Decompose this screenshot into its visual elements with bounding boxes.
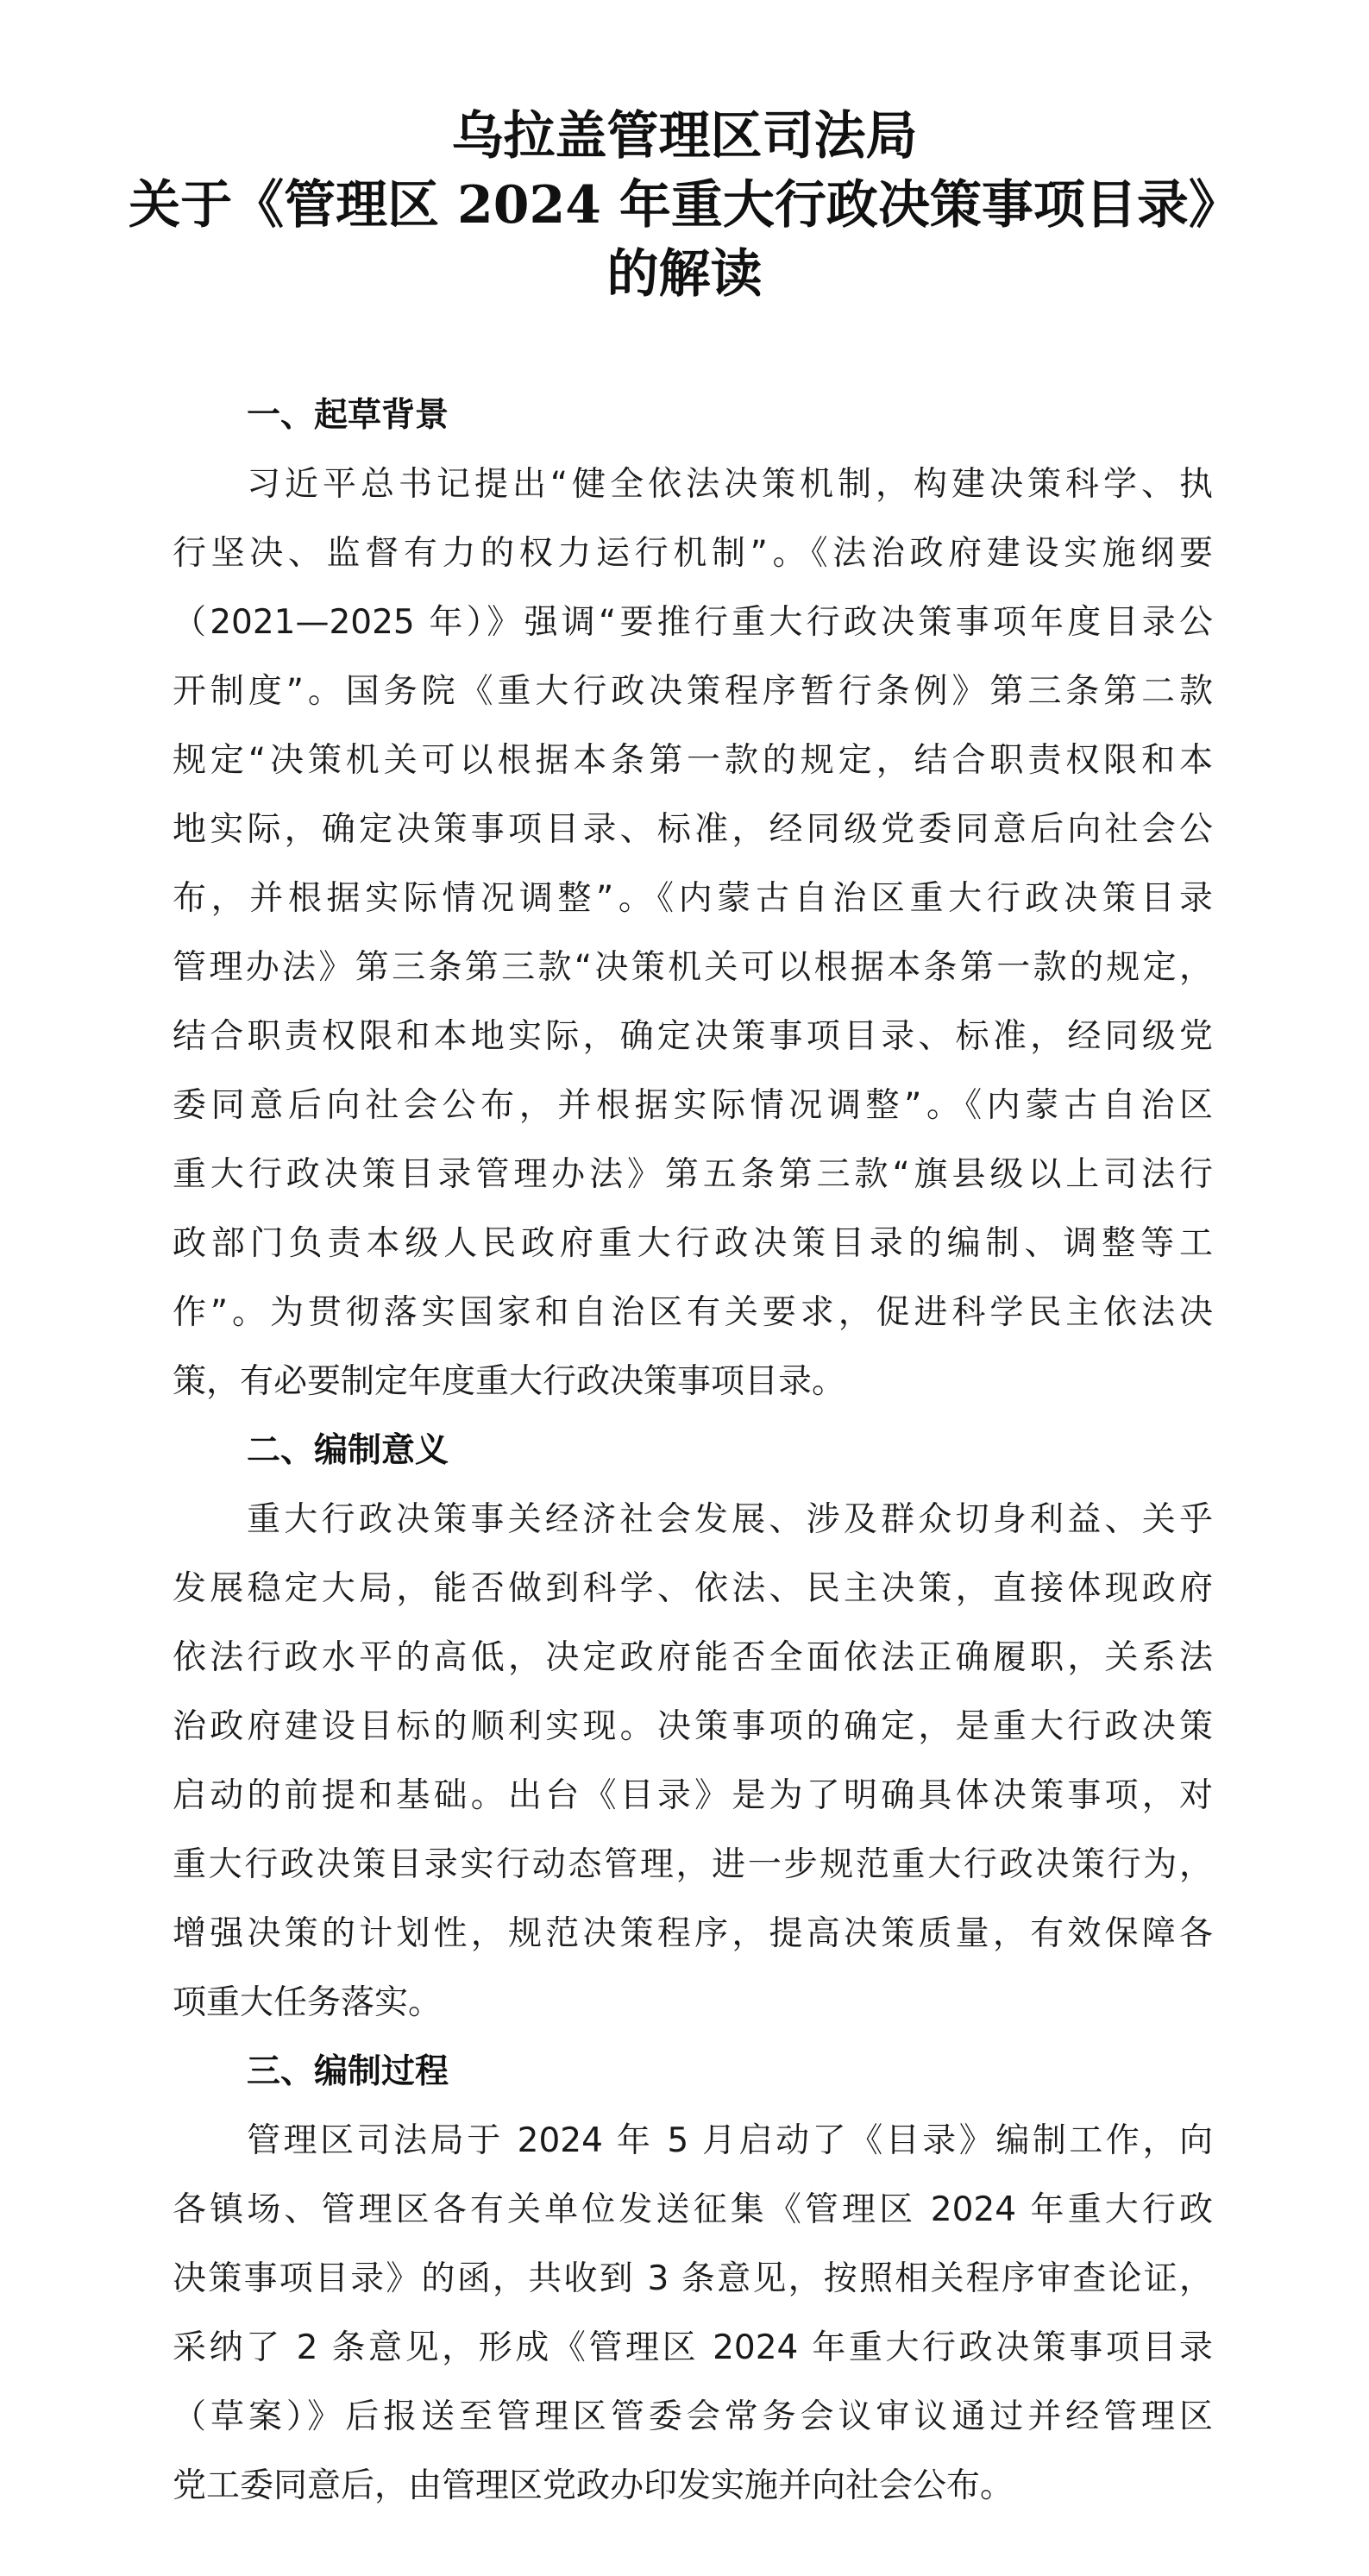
title-line-1: 乌拉盖管理区司法局 xyxy=(451,106,918,166)
text-line: 治政府建设目标的顺利实现。决策事项的确定，是重大行政决策 xyxy=(173,1707,1213,1746)
text-line: 发展稳定大局，能否做到科学、依法、民主决策，直接体现政府 xyxy=(173,1569,1213,1608)
section-heading: 一、起草背景 xyxy=(247,396,449,435)
text-line: 项重大任务落实。 xyxy=(173,1983,443,2022)
text-line: 行坚决、监督有力的权力运行机制”。《法治政府建设实施纲要 xyxy=(173,534,1213,573)
text-line: 布，并根据实际情况调整”。《内蒙古自治区重大行政决策目录 xyxy=(173,879,1213,918)
text-line: 策，有必要制定年度重大行政决策事项目录。 xyxy=(173,1362,846,1401)
text-line: 启动的前提和基础。出台《目录》是为了明确具体决策事项，对 xyxy=(173,1776,1213,1815)
text-line: （2021—2025 年）》强调“要推行重大行政决策事项年度目录公 xyxy=(173,603,1213,642)
text-line: 党工委同意后，由管理区党政办印发实施并向社会公布。 xyxy=(173,2466,1014,2505)
text-line: 地实际，确定决策事项目录、标准，经同级党委同意后向社会公 xyxy=(173,810,1213,849)
text-line: 重大行政决策事关经济社会发展、涉及群众切身利益、关乎 xyxy=(247,1500,1213,1539)
text-line: 开制度”。国务院《重大行政决策程序暂行条例》第三条第二款 xyxy=(173,672,1213,711)
document-title xyxy=(0,102,1369,309)
text-line: 采纳了 2 条意见，形成《管理区 2024 年重大行政决策事项目录 xyxy=(173,2328,1213,2367)
text-line: 规定“决策机关可以根据本条第一款的规定，结合职责权限和本 xyxy=(173,741,1213,780)
text-line: 结合职责权限和本地实际，确定决策事项目录、标准，经同级党 xyxy=(173,1017,1213,1056)
section-process xyxy=(173,2038,1213,2521)
text-line: 决策事项目录》的函，共收到 3 条意见，按照相关程序审查论证， xyxy=(173,2259,1213,2298)
text-line: 管理区司法局于 2024 年 5 月启动了《目录》编制工作，向 xyxy=(247,2121,1213,2160)
text-line: 委同意后向社会公布，并根据实际情况调整”。《内蒙古自治区 xyxy=(173,1086,1213,1125)
text-line: 依法行政水平的高低，决定政府能否全面依法正确履职，关系法 xyxy=(173,1638,1213,1677)
text-line: 重大行政决策目录管理办法》第五条第三款“旗县级以上司法行 xyxy=(173,1155,1213,1194)
text-line: 重大行政决策目录实行动态管理，进一步规范重大行政决策行为， xyxy=(173,1845,1213,1884)
text-line: 增强决策的计划性，规范决策程序，提高决策质量，有效保障各 xyxy=(173,1914,1213,1953)
section-significance xyxy=(173,1417,1213,2038)
title-line-2: 关于《管理区 2024 年重大行政决策事项目录》 xyxy=(129,175,1240,236)
text-line: 习近平总书记提出“健全依法决策机制，构建决策科学、执 xyxy=(247,465,1213,504)
text-line: 各镇场、管理区各有关单位发送征集《管理区 2024 年重大行政 xyxy=(173,2190,1213,2229)
paragraph xyxy=(173,1486,1213,2038)
paragraph xyxy=(173,2107,1213,2521)
section-background xyxy=(173,381,1213,1417)
text-line: 政部门负责本级人民政府重大行政决策目录的编制、调整等工 xyxy=(173,1224,1213,1263)
paragraph xyxy=(173,450,1213,1417)
document-body xyxy=(173,381,1213,2521)
text-line: （草案）》后报送至管理区管委会常务会议审议通过并经管理区 xyxy=(173,2397,1213,2436)
section-heading: 二、编制意义 xyxy=(247,1431,449,1470)
section-heading: 三、编制过程 xyxy=(247,2052,449,2091)
text-line: 作”。为贯彻落实国家和自治区有关要求，促进科学民主依法决 xyxy=(173,1293,1213,1332)
title-line-3: 的解读 xyxy=(606,244,763,305)
text-line: 管理办法》第三条第三款“决策机关可以根据本条第一款的规定， xyxy=(173,948,1213,987)
